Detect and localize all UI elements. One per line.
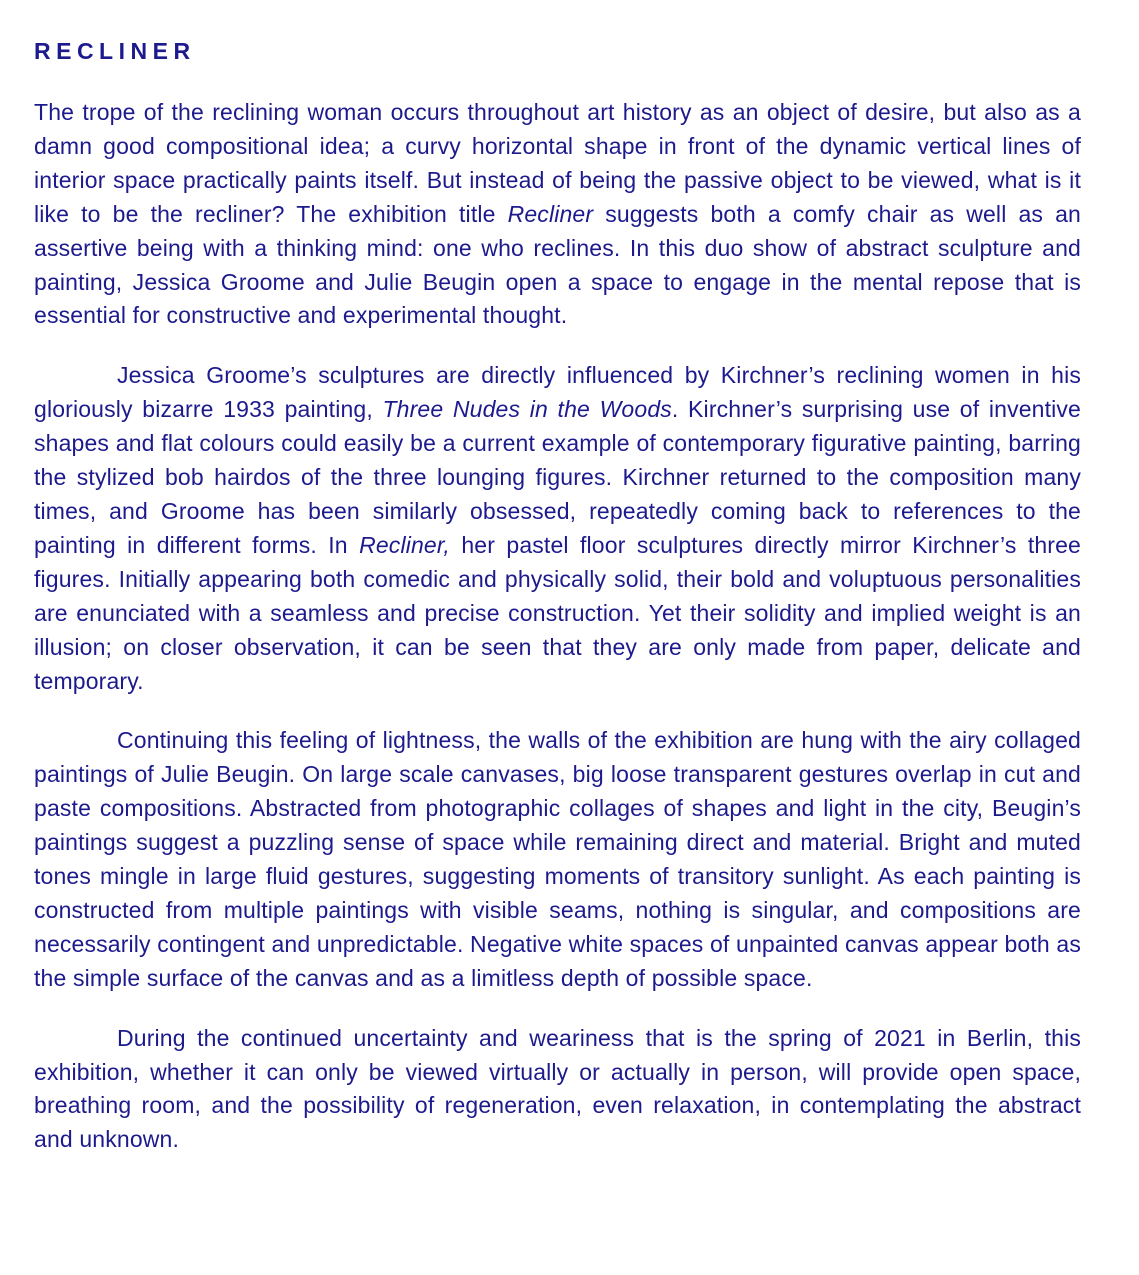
paragraph-1-italic-title: Recliner [507,200,594,227]
paragraph-3 [34,724,1081,995]
paragraph-2-text-end: her pastel floor sculptures directly mirror Kirchner’s three figures. Initially appearing both comedic and physically solid, their bold and voluptuous personalities are enunciated with a seamless and precise construction. Yet their solidity and implied weight is an illusion; on closer observation, it can be seen that they are only made from paper, delicate and temporary. [34,531,1081,694]
paragraph-1-text: The trope of the reclining woman occurs throughout art history as an object of desire, but also as a damn good compositional idea; a curvy horizontal shape in front of the dynamic vertical lines of interior space practically paints itself. But instead of being the passive object to be viewed, what is it like to be the recliner? The exhibition title [34,99,1081,227]
paragraph-2 [34,359,1081,698]
paragraph-3-text: Continuing this feeling of lightness, the walls of the exhibition are hung with the airy collaged paintings of Julie Beugin. On large scale canvases, big loose transparent gestures overlap in cut and paste compositions. Abstracted from photographic collages of shapes and light in the city, Beugin’s paintings suggest a puzzling sense of space while remaining direct and material. Bright and muted tones mingle in large fluid gestures, suggesting moments of transitory sunlight. As each painting is constructed from multiple paintings with visible seams, nothing is singular, and compositions are necessarily contingent and unpredictable. Negative white spaces of unpainted canvas appear both as the simple surface of the canvas and as a limitless depth of possible space. [34,727,1081,991]
paragraph-4-text: During the continued uncertainty and weariness that is the spring of 2021 in Berlin, this exhibition, whether it can only be viewed virtually or actually in person, will provide open space, breathing room, and the possibility of regeneration, even relaxation, in contemplating the abstract and unknown. [34,1024,1081,1153]
paragraph-1-text-cont: suggests both a comfy chair as well as an assertive being with a thinking mind: one who reclines. In this duo show of abstract sculpture and painting, Jessica Groome and Julie Beugin open a space to engage in the mental repose that is essential for constructive and experimental thought. [34,200,1081,329]
paragraph-4 [34,1022,1081,1158]
paragraph-2-text: Jessica Groome’s sculptures are directly influenced by Kirchner’s reclining women in his gloriously bizarre 1933 painting, [34,362,1081,423]
document-title: RECLINER [34,38,196,64]
paragraph-2-italic-painting: Three Nudes in the Woods [382,396,672,423]
paragraph-2-text-cont: . Kirchner’s surprising use of inventive shapes and flat colours could easily be a current example of contemporary figurative painting, barring the stylized bob hairdos of the three lounging figures. Kirchner returned to the composition many times, and Groome has been similarly obsessed, repeatedly coming back to references to the painting in different forms. In [34,396,1081,558]
paragraph-1 [34,96,1081,333]
document [34,36,1081,1183]
paragraph-2-italic-title: Recliner, [359,531,450,558]
